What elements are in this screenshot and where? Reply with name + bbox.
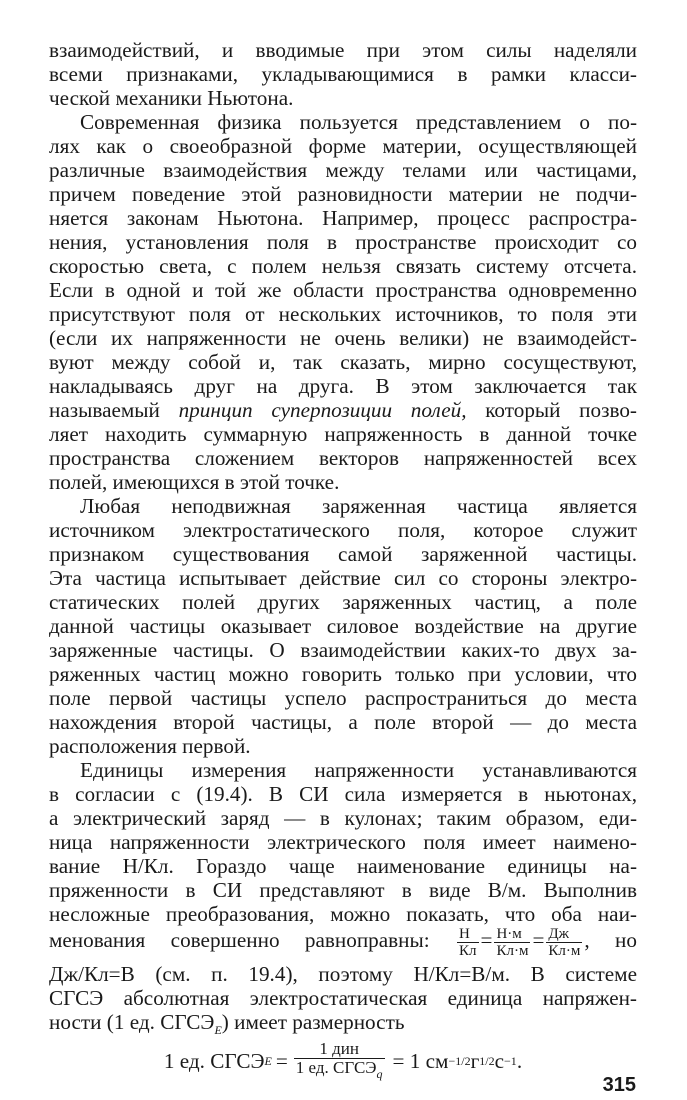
- text-line: различные взаимодействия между телами или частицами,: [49, 158, 637, 182]
- text-line: источником электростатического поля, которое служит: [49, 518, 637, 542]
- text-line: пространства сложением векторов напряженностей всех: [49, 446, 637, 470]
- superposition-line: [49, 398, 637, 422]
- text-line: данной частицы оказывает силовое воздействие на другие: [49, 614, 637, 638]
- text-line: взаимодействий, и вводимые при этом силы наделяли: [49, 38, 637, 62]
- text-line: нахождения второй частицы, а поле второй — до места: [49, 710, 637, 734]
- text-line: Любая неподвижная заряженная частица является: [80, 494, 637, 518]
- text-line: а электрический заряд — в кулонах; таким образом, еди-: [49, 806, 637, 830]
- page-number: 315: [602, 1074, 636, 1096]
- text-line: в согласии с (19.4). В СИ сила измеряется в ньютонах,: [49, 782, 637, 806]
- subscript: E: [264, 1053, 272, 1068]
- fraction: [294, 1040, 385, 1083]
- text-fragment: , но: [584, 928, 637, 952]
- formula-line: [49, 920, 637, 960]
- text-line: причем поведение этой разновидности материи не подчи-: [49, 182, 637, 206]
- text-line: накладываясь друг на друга. В этом заключается так: [49, 374, 637, 398]
- equals-sign: =: [532, 928, 545, 952]
- equation-lhs: 1 ед. СГСЭ: [163, 1048, 265, 1073]
- superscript: 1/2: [479, 1053, 495, 1068]
- text-fragment: называемый: [49, 398, 160, 422]
- text-line: ческой механики Ньютона.: [49, 86, 294, 110]
- text-line: лях как о своеобразной форме материи, осуществляющей: [49, 134, 637, 158]
- text-line: Если в одной и той же области пространства одновременно: [49, 278, 637, 302]
- fraction: [494, 926, 530, 959]
- text-line: несложные преобразования, можно показать, что оба наи-: [49, 902, 637, 926]
- subscript: E: [214, 1023, 222, 1037]
- display-equation: [49, 1036, 637, 1086]
- fraction-numerator: Н·м: [496, 925, 522, 942]
- text-fragment: ) имеет размерность: [221, 1010, 405, 1034]
- text-line: полей, имеющихся в этой точке.: [49, 470, 340, 494]
- text-line: вуют между собой и, так сказать, мирно сосуществуют,: [49, 350, 637, 374]
- unit-symbol: г: [470, 1048, 480, 1073]
- text-line: ница напряженности электрического поля имеет наимено-: [49, 830, 637, 854]
- text-line: Эта частица испытывает действие сил со стороны электро-: [49, 566, 637, 590]
- text-line: поле первой частицы успело распространиться до места: [49, 686, 637, 710]
- text-fragment: ности (1 ед. СГСЭ: [49, 1010, 215, 1034]
- text-line: Единицы измерения напряженности устанавливаются: [80, 758, 637, 782]
- fraction: [457, 926, 479, 959]
- text-line: Современная физика пользуется представлением о по-: [80, 110, 637, 134]
- text-line: скоростью света, с полем нельзя связать систему отсчета.: [49, 254, 637, 278]
- fraction-denominator: [294, 1058, 385, 1083]
- fraction-numerator: 1 дин: [319, 1038, 359, 1058]
- equals-sign: =: [275, 1048, 288, 1073]
- text-line: ряженных частиц можно говорить только при условии, что: [49, 662, 637, 686]
- superscript: −1: [504, 1053, 517, 1068]
- text-line: вание Н/Кл. Гораздо чаще наименование единицы на-: [49, 854, 637, 878]
- text-line: всеми признаками, укладывающимися в рамки класси-: [49, 62, 637, 86]
- text-line: нения, установления поля в пространстве происходит со: [49, 230, 637, 254]
- subscript: q: [376, 1066, 383, 1081]
- text-line: статических полей других заряженных частиц, а поле: [49, 590, 637, 614]
- fraction: [546, 926, 582, 959]
- text-line: заряженные частицы. О взаимодействии каких-то двух за-: [49, 638, 637, 662]
- period: .: [516, 1048, 523, 1073]
- text-line: присутствуют поля от нескольких источников, то поля эти: [49, 302, 637, 326]
- text-fragment: который позво-: [485, 398, 637, 422]
- unit-symbol: с: [494, 1048, 505, 1073]
- equals-sign: =: [480, 928, 493, 952]
- denominator-text: 1 ед. СГСЭ: [295, 1057, 377, 1077]
- fraction-numerator: Дж: [548, 925, 570, 942]
- superscript: −1/2: [448, 1053, 471, 1068]
- equation-rhs: = 1 см: [392, 1048, 449, 1073]
- fraction-denominator: Кл: [459, 942, 477, 959]
- fraction-denominator: Кл·м: [548, 942, 581, 959]
- text-line: [49, 1010, 637, 1037]
- text-line: пряженности в СИ представляют в виде В/м. Выполнив: [49, 878, 637, 902]
- text-line: СГСЭ абсолютная электростатическая единица напряжен-: [49, 986, 637, 1010]
- text-line: Дж/Кл=В (см. п. 19.4), поэтому Н/Кл=В/м. В системе: [49, 962, 637, 986]
- italic-term: принцип суперпозиции полей,: [178, 398, 467, 422]
- text-line: няется законам Ньютона. Например, процесс распростра-: [49, 206, 637, 230]
- text-line: (если их напряженности не очень велики) не взаимодейст-: [49, 326, 637, 350]
- text-line: признаком существования самой заряженной частицы.: [49, 542, 637, 566]
- text-fragment: менования совершенно равноправны:: [49, 928, 430, 952]
- text-line: ляет находить суммарную напряженность в данной точке: [49, 422, 637, 446]
- text-line: расположения первой.: [49, 734, 251, 758]
- fraction-denominator: Кл·м: [496, 942, 529, 959]
- fraction-numerator: Н: [459, 925, 470, 942]
